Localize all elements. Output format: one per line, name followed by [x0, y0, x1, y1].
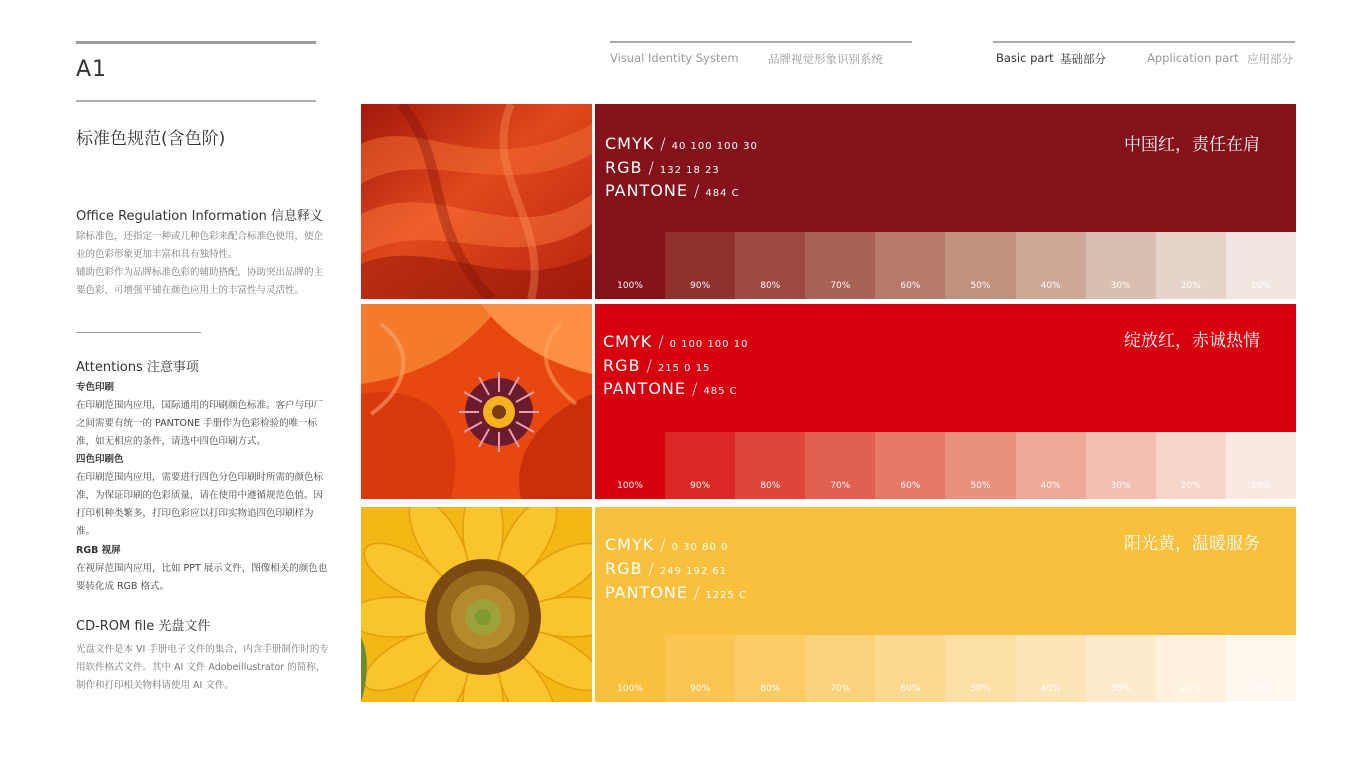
nav-app-cn[interactable]: 应用部分	[1247, 52, 1293, 66]
tint-swatch	[1016, 635, 1086, 702]
tint-swatch	[665, 635, 735, 702]
tint-swatch	[1156, 432, 1226, 499]
cmyk-label: CMYK	[605, 134, 655, 153]
tint-swatch	[665, 232, 735, 299]
rgb-line: RGB / 132 18 23	[605, 158, 720, 177]
tint-label: 10%	[1250, 481, 1271, 491]
tint-swatch	[1016, 232, 1086, 299]
tint-swatch	[805, 432, 875, 499]
cd-rom-heading: CD-ROM file 光盘文件	[76, 619, 211, 634]
pantone-label: PANTONE	[605, 181, 688, 200]
cmyk-label: CMYK	[603, 332, 653, 351]
tint-swatch	[595, 232, 665, 299]
pantone-label: PANTONE	[605, 583, 688, 602]
tint-label: 70%	[830, 281, 851, 291]
four-color-title: 四色印刷色	[76, 454, 124, 465]
tint-swatch	[875, 635, 945, 702]
rgb-label: RGB	[605, 559, 643, 578]
pantone-line: PANTONE / 485 C	[603, 379, 738, 398]
tint-swatch	[665, 432, 735, 499]
office-paragraph-2: 辅助色彩作为品牌标准色彩的辅助搭配，协助突出品牌的主要色彩，可增强平铺在颜色应用上的丰富性与灵活性。	[76, 267, 324, 296]
nav-system-rule	[610, 41, 912, 43]
cmyk-line: CMYK / 40 100 100 30	[605, 134, 758, 153]
cmyk-line: CMYK / 0 100 100 10	[603, 332, 749, 351]
sidebar-divider	[76, 332, 201, 333]
tint-label: 70%	[830, 481, 851, 491]
tint-swatch	[1086, 635, 1156, 702]
rgb-value: 249 192 61	[659, 566, 728, 577]
color-slogan: 绽放红，赤诚热情	[1124, 331, 1260, 351]
tint-label: 90%	[690, 281, 711, 291]
attentions-heading: Attentions 注意事项	[76, 360, 199, 375]
tint-swatch	[805, 635, 875, 702]
tint-label: 30%	[1110, 281, 1131, 291]
four-color-body: 在印刷范围内应用，需要进行四色分色印刷时所需的颜色标准，为保证印刷的色彩质量，请在使用中遵循规范色值。因打印机种类繁多，打印色彩应以打印实物追四色印刷样为准。	[76, 472, 324, 537]
tint-label: 90%	[690, 684, 711, 694]
tint-label: 40%	[1040, 281, 1061, 291]
nav-system-en[interactable]: Visual Identity System	[610, 51, 739, 65]
office-heading: Office Regulation Information 信息释义	[76, 209, 324, 224]
tint-swatch	[1156, 232, 1226, 299]
tint-swatch	[1226, 432, 1296, 499]
tint-swatch	[945, 232, 1015, 299]
pantone-line: PANTONE / 484 C	[605, 181, 740, 200]
tint-scale	[595, 232, 1296, 299]
tint-swatch	[1226, 635, 1296, 702]
cmyk-value: 0 100 100 10	[669, 339, 749, 350]
tint-label: 30%	[1110, 684, 1131, 694]
tint-label: 20%	[1180, 481, 1201, 491]
page-code: A1	[76, 57, 108, 82]
tint-label: 80%	[760, 481, 781, 491]
tint-label: 60%	[900, 684, 921, 694]
tint-label: 100%	[617, 684, 643, 694]
nav-basic-rule	[993, 41, 1295, 43]
tint-label: 20%	[1180, 684, 1201, 694]
pantone-value: 484 C	[705, 188, 740, 199]
color-band-sunshine-yellow	[595, 507, 1296, 702]
tint-swatch	[1156, 635, 1226, 702]
rgb-line: RGB / 215 0 15	[603, 356, 711, 375]
tint-label: 90%	[690, 481, 711, 491]
nav-basic-en[interactable]: Basic part	[996, 51, 1054, 65]
tint-swatch	[875, 232, 945, 299]
rgb-label: RGB	[605, 158, 643, 177]
tint-swatch	[595, 432, 665, 499]
rgb-value: 132 18 23	[659, 165, 720, 176]
tint-label: 70%	[830, 684, 851, 694]
tint-swatch	[875, 432, 945, 499]
top-left-rule	[76, 41, 316, 44]
tint-label: 10%	[1250, 281, 1271, 291]
rgb-screen-title: RGB 视屏	[76, 545, 121, 556]
rgb-line: RGB / 249 192 61	[605, 559, 728, 578]
tint-label: 10%	[1250, 684, 1271, 694]
nav-system-cn[interactable]: 品牌视觉形象识别系统	[768, 52, 883, 66]
tint-swatch	[1016, 432, 1086, 499]
tint-swatch	[945, 635, 1015, 702]
tint-swatch	[1086, 432, 1156, 499]
color-slogan: 中国红，责任在肩	[1124, 135, 1260, 155]
tint-label: 50%	[970, 281, 991, 291]
cmyk-label: CMYK	[605, 535, 655, 554]
pantone-label: PANTONE	[603, 379, 686, 398]
tint-label: 80%	[760, 684, 781, 694]
cmyk-line: CMYK / 0 30 80 0	[605, 535, 729, 554]
spot-color-title: 专色印刷	[76, 382, 115, 393]
tint-label: 50%	[970, 684, 991, 694]
tint-label: 100%	[617, 281, 643, 291]
tint-label: 40%	[1040, 481, 1061, 491]
tint-label: 80%	[760, 281, 781, 291]
page-code-underline	[76, 100, 316, 102]
rgb-screen-body: 在视屏范围内应用，比如 PPT 展示文件，图像相关的颜色也要转化成 RGB 格式。	[76, 563, 328, 592]
tint-swatch	[805, 232, 875, 299]
tint-label: 40%	[1040, 684, 1061, 694]
tint-swatch	[735, 432, 805, 499]
tint-label: 60%	[900, 281, 921, 291]
tint-swatch	[945, 432, 1015, 499]
red-silk-photo	[361, 104, 592, 299]
cmyk-value: 40 100 100 30	[671, 141, 758, 152]
tint-label: 30%	[1110, 481, 1131, 491]
tint-swatch	[595, 635, 665, 702]
spot-color-body: 在印刷范围内应用，国际通用的印刷颜色标准。客户与印厂之间需要有统一的 PANTONE 手册作为色彩检验的唯一标准，如无相应的条件，请选中四色印刷方式。	[76, 400, 324, 447]
cd-rom-body: 光盘文件是本 VI 手册电子文件的集合，内含手册制作时的专用软件格式文件。其中 AI 文件 Adobeillustrator 的简称，制作和打印相关物料请使用 AI 文件。	[76, 644, 329, 691]
pantone-line: PANTONE / 1225 C	[605, 583, 747, 602]
red-poppy-photo	[361, 304, 592, 499]
rgb-value: 215 0 15	[657, 363, 711, 374]
sunflower-photo	[361, 507, 592, 702]
tint-scale	[595, 635, 1296, 702]
nav-app-en[interactable]: Application part	[1147, 51, 1239, 65]
tint-label: 60%	[900, 481, 921, 491]
section-title: 标准色规范(含色阶)	[76, 129, 226, 149]
tint-scale	[595, 432, 1296, 499]
cmyk-value: 0 30 80 0	[671, 542, 729, 553]
color-band-bloom-red	[595, 304, 1296, 499]
tint-swatch	[735, 635, 805, 702]
tint-swatch	[735, 232, 805, 299]
pantone-value: 1225 C	[705, 590, 747, 601]
tint-label: 50%	[970, 481, 991, 491]
tint-label: 100%	[617, 481, 643, 491]
color-slogan: 阳光黄，温暖服务	[1124, 534, 1260, 554]
color-band-china-red	[595, 104, 1296, 299]
office-paragraph-1: 除标准色，还指定一种或几种色彩来配合标准色使用，使企业的色彩形象更加丰富和具有独特性。	[76, 231, 324, 260]
tint-label: 20%	[1180, 281, 1201, 291]
tint-swatch	[1086, 232, 1156, 299]
pantone-value: 485 C	[703, 386, 738, 397]
nav-basic-cn[interactable]: 基础部分	[1060, 52, 1106, 66]
rgb-label: RGB	[603, 356, 641, 375]
tint-swatch	[1226, 232, 1296, 299]
